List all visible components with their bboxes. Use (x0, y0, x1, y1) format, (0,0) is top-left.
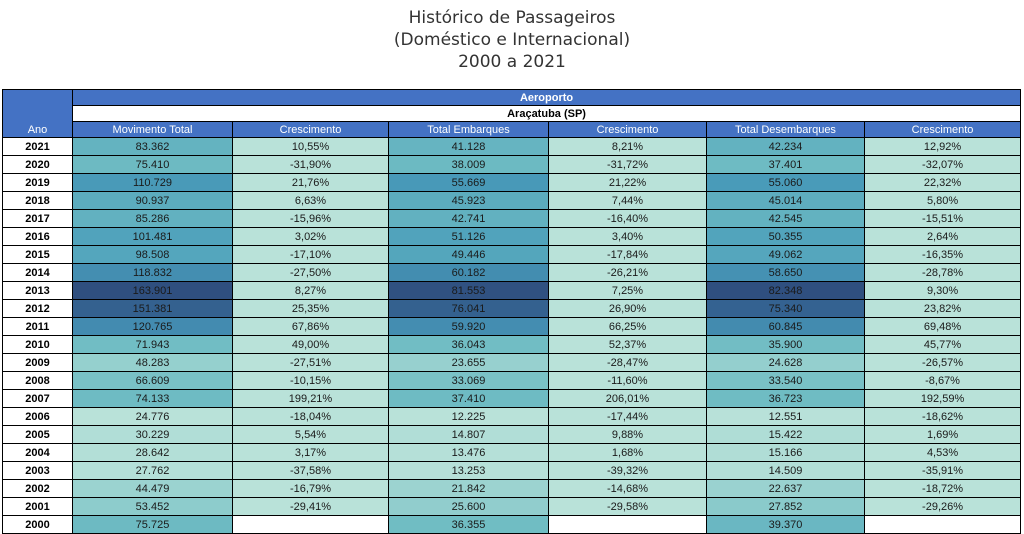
cell-crescimento-total: -27,50% (233, 264, 389, 282)
cell-total-desembarques: 39.370 (707, 516, 865, 534)
header-total-desembarques: Total Desembarques (707, 122, 865, 138)
cell-total-desembarques: 42.545 (707, 210, 865, 228)
title-line-3: 2000 a 2021 (458, 52, 566, 72)
cell-total-embarques: 13.476 (389, 444, 549, 462)
header-row-city (3, 106, 1021, 122)
header-row-group (3, 90, 1021, 106)
cell-total-desembarques: 55.060 (707, 174, 865, 192)
cell-ano: 2014 (3, 264, 73, 282)
cell-total-embarques: 76.041 (389, 300, 549, 318)
cell-total-embarques: 13.253 (389, 462, 549, 480)
chart-title (0, 0, 1024, 73)
header-city: Araçatuba (SP) (73, 106, 1021, 122)
table-row (3, 246, 1021, 264)
cell-total-desembarques: 42.234 (707, 138, 865, 156)
header-total-embarques: Total Embarques (389, 122, 549, 138)
table-row (3, 264, 1021, 282)
cell-total-desembarques: 82.348 (707, 282, 865, 300)
cell-movimento-total: 75.725 (73, 516, 233, 534)
cell-crescimento-embarques: 206,01% (549, 390, 707, 408)
cell-crescimento-total: -17,10% (233, 246, 389, 264)
table-row (3, 228, 1021, 246)
header-crescimento-embarques: Crescimento (549, 122, 707, 138)
cell-crescimento-desembarques: 5,80% (865, 192, 1021, 210)
table-row (3, 480, 1021, 498)
cell-ano: 2017 (3, 210, 73, 228)
cell-ano: 2013 (3, 282, 73, 300)
cell-total-embarques: 60.182 (389, 264, 549, 282)
cell-movimento-total: 24.776 (73, 408, 233, 426)
cell-ano: 2010 (3, 336, 73, 354)
cell-crescimento-embarques (549, 516, 707, 534)
table-row (3, 408, 1021, 426)
cell-ano: 2005 (3, 426, 73, 444)
cell-total-embarques: 59.920 (389, 318, 549, 336)
cell-crescimento-desembarques (865, 516, 1021, 534)
cell-total-desembarques: 58.650 (707, 264, 865, 282)
table-row (3, 156, 1021, 174)
cell-crescimento-embarques: 52,37% (549, 336, 707, 354)
cell-crescimento-total: 199,21% (233, 390, 389, 408)
table-row (3, 318, 1021, 336)
cell-crescimento-desembarques: -18,72% (865, 480, 1021, 498)
cell-crescimento-embarques: 3,40% (549, 228, 707, 246)
cell-movimento-total: 44.479 (73, 480, 233, 498)
cell-crescimento-desembarques: 22,32% (865, 174, 1021, 192)
cell-crescimento-total: -15,96% (233, 210, 389, 228)
cell-crescimento-desembarques: -29,26% (865, 498, 1021, 516)
cell-crescimento-embarques: -26,21% (549, 264, 707, 282)
cell-crescimento-total: 10,55% (233, 138, 389, 156)
cell-ano: 2021 (3, 138, 73, 156)
header-crescimento-total: Crescimento (233, 122, 389, 138)
cell-total-desembarques: 15.166 (707, 444, 865, 462)
cell-total-desembarques: 45.014 (707, 192, 865, 210)
cell-ano: 2020 (3, 156, 73, 174)
table-row (3, 282, 1021, 300)
cell-ano: 2011 (3, 318, 73, 336)
table-row (3, 390, 1021, 408)
cell-total-desembarques: 37.401 (707, 156, 865, 174)
cell-total-embarques: 51.126 (389, 228, 549, 246)
cell-total-desembarques: 27.852 (707, 498, 865, 516)
cell-crescimento-embarques: -14,68% (549, 480, 707, 498)
cell-total-desembarques: 14.509 (707, 462, 865, 480)
cell-ano: 2009 (3, 354, 73, 372)
cell-crescimento-embarques: 66,25% (549, 318, 707, 336)
cell-crescimento-desembarques: 45,77% (865, 336, 1021, 354)
cell-total-embarques: 23.655 (389, 354, 549, 372)
cell-movimento-total: 30.229 (73, 426, 233, 444)
cell-crescimento-total: -37,58% (233, 462, 389, 480)
cell-crescimento-embarques: 7,44% (549, 192, 707, 210)
cell-crescimento-desembarques: 69,48% (865, 318, 1021, 336)
table-row (3, 174, 1021, 192)
cell-crescimento-embarques: -28,47% (549, 354, 707, 372)
cell-ano: 2008 (3, 372, 73, 390)
cell-ano: 2007 (3, 390, 73, 408)
cell-crescimento-total: -16,79% (233, 480, 389, 498)
cell-ano: 2003 (3, 462, 73, 480)
cell-movimento-total: 101.481 (73, 228, 233, 246)
cell-crescimento-total: 6,63% (233, 192, 389, 210)
header-crescimento-desembarques: Crescimento (865, 122, 1021, 138)
table-row (3, 210, 1021, 228)
cell-total-embarques: 21.842 (389, 480, 549, 498)
cell-movimento-total: 83.362 (73, 138, 233, 156)
cell-crescimento-desembarques: 1,69% (865, 426, 1021, 444)
cell-ano: 2019 (3, 174, 73, 192)
cell-ano: 2016 (3, 228, 73, 246)
cell-crescimento-embarques: -16,40% (549, 210, 707, 228)
cell-crescimento-embarques: 26,90% (549, 300, 707, 318)
header-row-columns (3, 122, 1021, 138)
cell-crescimento-desembarques: -35,91% (865, 462, 1021, 480)
cell-total-embarques: 42.741 (389, 210, 549, 228)
cell-movimento-total: 120.765 (73, 318, 233, 336)
cell-crescimento-desembarques: -28,78% (865, 264, 1021, 282)
table-row (3, 498, 1021, 516)
cell-total-desembarques: 60.845 (707, 318, 865, 336)
cell-movimento-total: 48.283 (73, 354, 233, 372)
cell-crescimento-embarques: -29,58% (549, 498, 707, 516)
cell-crescimento-total: -10,15% (233, 372, 389, 390)
table-row (3, 138, 1021, 156)
cell-movimento-total: 118.832 (73, 264, 233, 282)
cell-movimento-total: 74.133 (73, 390, 233, 408)
cell-total-desembarques: 24.628 (707, 354, 865, 372)
cell-total-desembarques: 33.540 (707, 372, 865, 390)
cell-crescimento-embarques: 9,88% (549, 426, 707, 444)
table-body (3, 138, 1021, 534)
header-ano: Ano (3, 90, 73, 138)
table-row (3, 300, 1021, 318)
title-line-1: Histórico de Passageiros (408, 8, 616, 28)
title-line-2: (Doméstico e Internacional) (393, 30, 631, 50)
table-row (3, 444, 1021, 462)
cell-total-embarques: 37.410 (389, 390, 549, 408)
cell-crescimento-total: 49,00% (233, 336, 389, 354)
table-row (3, 192, 1021, 210)
cell-total-embarques: 81.553 (389, 282, 549, 300)
table-row (3, 462, 1021, 480)
cell-total-embarques: 36.355 (389, 516, 549, 534)
cell-crescimento-total: 67,86% (233, 318, 389, 336)
cell-crescimento-embarques: 21,22% (549, 174, 707, 192)
cell-movimento-total: 27.762 (73, 462, 233, 480)
cell-movimento-total: 163.901 (73, 282, 233, 300)
cell-movimento-total: 66.609 (73, 372, 233, 390)
cell-crescimento-total (233, 516, 389, 534)
cell-total-embarques: 36.043 (389, 336, 549, 354)
cell-crescimento-total: 3,02% (233, 228, 389, 246)
cell-ano: 2001 (3, 498, 73, 516)
cell-ano: 2012 (3, 300, 73, 318)
cell-crescimento-desembarques: -8,67% (865, 372, 1021, 390)
cell-movimento-total: 75.410 (73, 156, 233, 174)
cell-crescimento-desembarques: 9,30% (865, 282, 1021, 300)
cell-movimento-total: 151.381 (73, 300, 233, 318)
table-row (3, 426, 1021, 444)
cell-crescimento-desembarques: 192,59% (865, 390, 1021, 408)
cell-total-embarques: 41.128 (389, 138, 549, 156)
cell-crescimento-desembarques: 4,53% (865, 444, 1021, 462)
cell-movimento-total: 53.452 (73, 498, 233, 516)
header-aeroporto: Aeroporto (73, 90, 1021, 106)
cell-ano: 2002 (3, 480, 73, 498)
cell-total-desembarques: 36.723 (707, 390, 865, 408)
cell-crescimento-embarques: -17,84% (549, 246, 707, 264)
cell-total-desembarques: 49.062 (707, 246, 865, 264)
cell-crescimento-desembarques: -15,51% (865, 210, 1021, 228)
cell-crescimento-desembarques: -16,35% (865, 246, 1021, 264)
cell-ano: 2006 (3, 408, 73, 426)
cell-crescimento-desembarques: -26,57% (865, 354, 1021, 372)
cell-total-desembarques: 75.340 (707, 300, 865, 318)
cell-crescimento-total: 5,54% (233, 426, 389, 444)
cell-total-embarques: 49.446 (389, 246, 549, 264)
cell-crescimento-desembarques: 2,64% (865, 228, 1021, 246)
cell-crescimento-embarques: 7,25% (549, 282, 707, 300)
cell-crescimento-desembarques: 12,92% (865, 138, 1021, 156)
cell-ano: 2018 (3, 192, 73, 210)
table-row (3, 354, 1021, 372)
cell-total-embarques: 55.669 (389, 174, 549, 192)
cell-crescimento-embarques: -11,60% (549, 372, 707, 390)
header-movimento-total: Movimento Total (73, 122, 233, 138)
cell-movimento-total: 90.937 (73, 192, 233, 210)
cell-movimento-total: 71.943 (73, 336, 233, 354)
cell-movimento-total: 110.729 (73, 174, 233, 192)
cell-movimento-total: 98.508 (73, 246, 233, 264)
cell-crescimento-embarques: 1,68% (549, 444, 707, 462)
cell-total-embarques: 12.225 (389, 408, 549, 426)
cell-crescimento-total: 21,76% (233, 174, 389, 192)
cell-total-embarques: 38.009 (389, 156, 549, 174)
cell-crescimento-embarques: -31,72% (549, 156, 707, 174)
cell-total-embarques: 14.807 (389, 426, 549, 444)
cell-crescimento-total: -31,90% (233, 156, 389, 174)
cell-total-desembarques: 50.355 (707, 228, 865, 246)
cell-movimento-total: 28.642 (73, 444, 233, 462)
cell-crescimento-desembarques: 23,82% (865, 300, 1021, 318)
cell-total-embarques: 25.600 (389, 498, 549, 516)
cell-ano: 2015 (3, 246, 73, 264)
cell-movimento-total: 85.286 (73, 210, 233, 228)
cell-total-embarques: 33.069 (389, 372, 549, 390)
cell-crescimento-total: -29,41% (233, 498, 389, 516)
cell-total-desembarques: 15.422 (707, 426, 865, 444)
cell-crescimento-embarques: -39,32% (549, 462, 707, 480)
cell-total-desembarques: 22.637 (707, 480, 865, 498)
cell-crescimento-total: 8,27% (233, 282, 389, 300)
cell-total-desembarques: 35.900 (707, 336, 865, 354)
cell-crescimento-desembarques: -18,62% (865, 408, 1021, 426)
table-row (3, 372, 1021, 390)
cell-ano: 2000 (3, 516, 73, 534)
passenger-table (2, 89, 1021, 534)
cell-crescimento-embarques: 8,21% (549, 138, 707, 156)
cell-crescimento-embarques: -17,44% (549, 408, 707, 426)
cell-total-desembarques: 12.551 (707, 408, 865, 426)
cell-total-embarques: 45.923 (389, 192, 549, 210)
table-row (3, 516, 1021, 534)
cell-crescimento-total: -27,51% (233, 354, 389, 372)
cell-ano: 2004 (3, 444, 73, 462)
cell-crescimento-total: -18,04% (233, 408, 389, 426)
cell-crescimento-total: 3,17% (233, 444, 389, 462)
table-row (3, 336, 1021, 354)
cell-crescimento-total: 25,35% (233, 300, 389, 318)
cell-crescimento-desembarques: -32,07% (865, 156, 1021, 174)
